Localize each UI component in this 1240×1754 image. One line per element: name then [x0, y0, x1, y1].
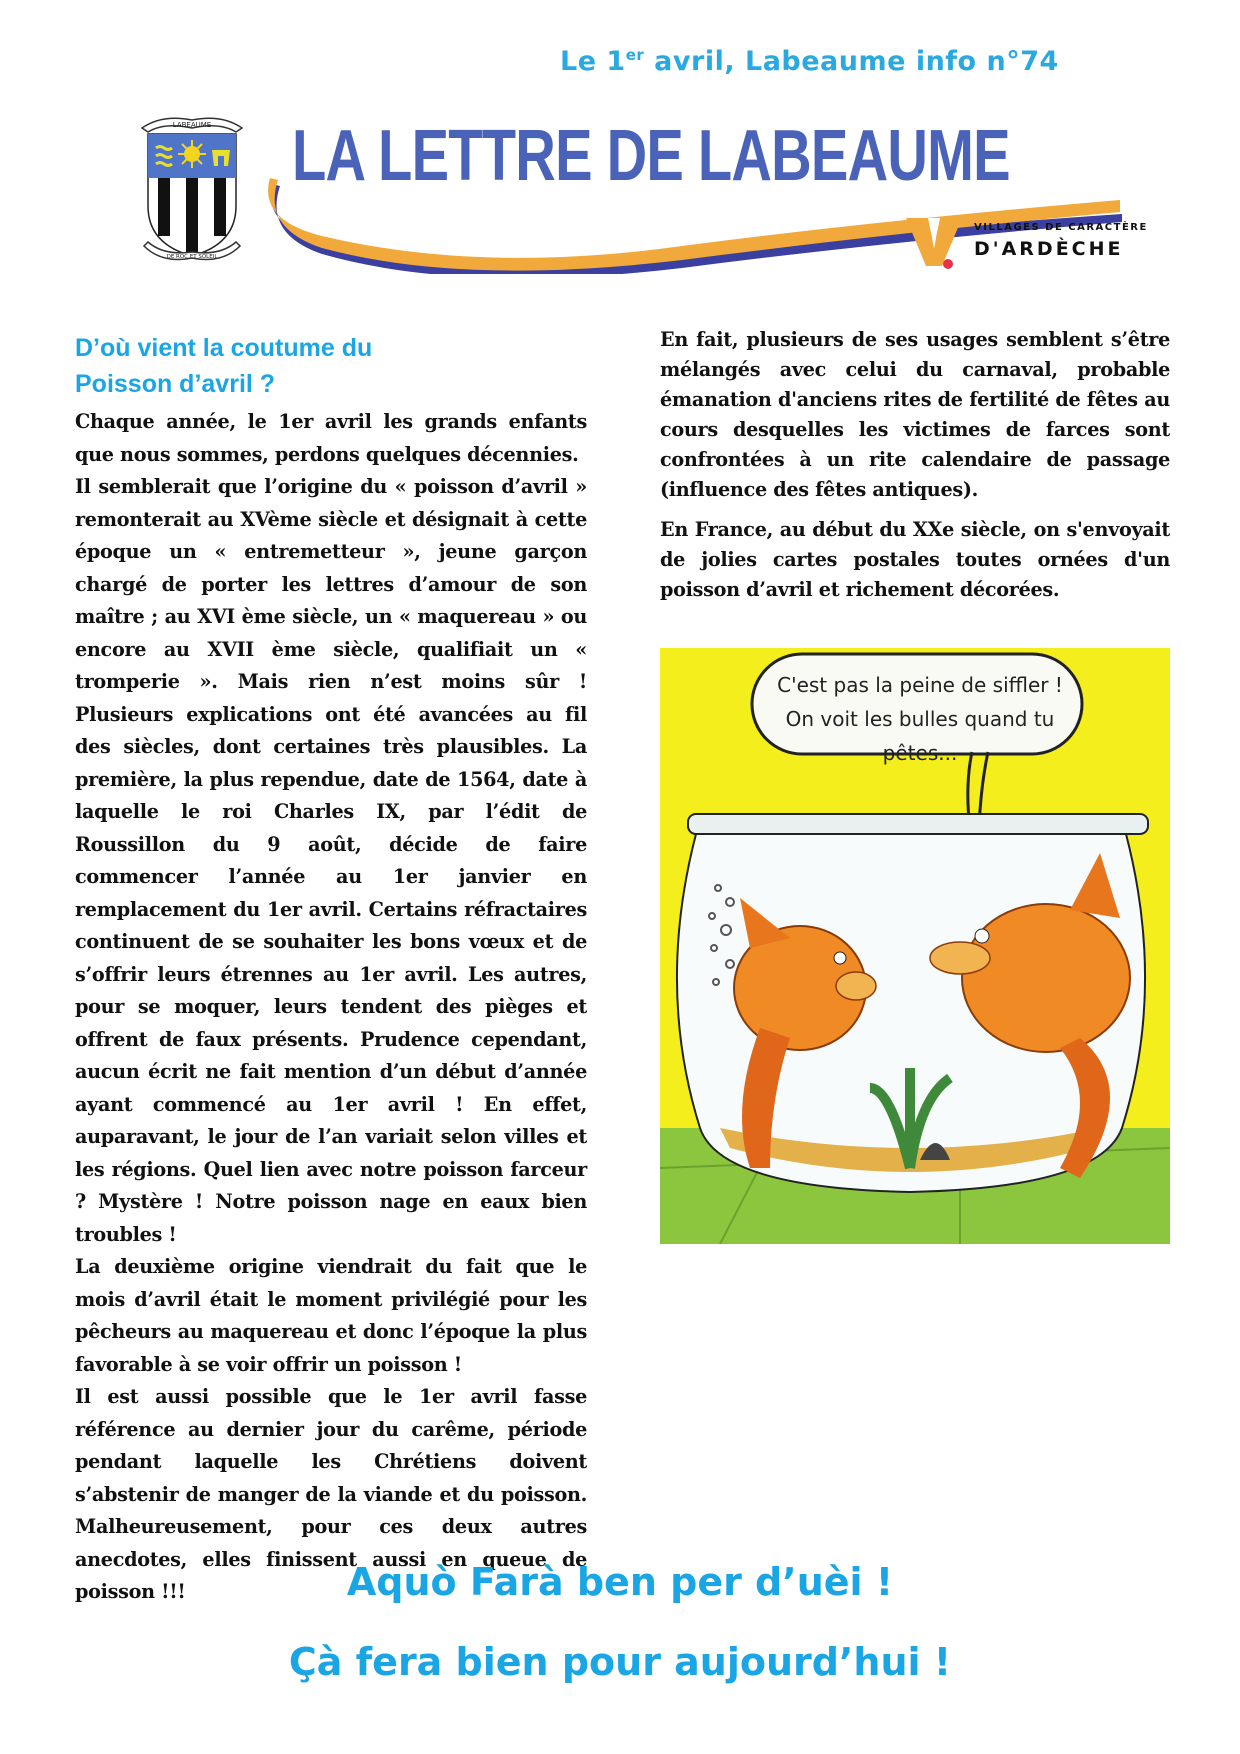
paragraph: Chaque année, le 1er avril les grands enfants que nous sommes, perdons quelques décennies. — [75, 410, 587, 466]
paragraph: Il semblerait que l’origine du « poisson d’avril » remonterait au XVème siècle et désignait à cette époque un « entremetteur », jeune garçon chargé de porter les lettres d’amour de son maître ; au XVI ème siècle, un « maquereau » ou encore au XVII ème siècle, qualifiait un « tromperie ». Mais rien n’est moins sûr ! Plusieurs explications ont été avancées au fil des siècles, dont certaines très plausibles. La première, la plus rependue, date de 1564, date à laquelle le roi Charles IX, par l’édit de Roussillon du 9 août, décide de faire commencer l’année au 1er janvier en remplacement du 1er avril. Certains réfractaires continuent de se souhaiter les bons vœux et de s’offrir leurs étrennes au 1er avril. Les autres, pour se moquer, leurs tendent des pièges et offrent de faux présents. Prudence cependant, aucun écrit ne fait mention d’un début d’année ayant commencé au 1er avril ! En effet, auparavant, le jour de l’an variait selon villes et les régions. Quel lien avec notre poisson farceur ? Mystère ! Notre poisson nage en eaux bien troubles ! — [75, 475, 587, 1246]
paragraph: La deuxième origine viendrait du fait que le mois d’avril était le moment privilégié pour les pêcheurs au maquereau et donc l’époque la plus favorable à se voir offrir un poisson ! — [75, 1255, 587, 1376]
masthead-banner — [122, 104, 1148, 276]
paragraph: En France, au début du XXe siècle, on s'envoyait de jolies cartes postales toutes ornées d'un poisson d’avril et richement décorées. — [660, 518, 1170, 601]
article-left-column — [75, 330, 587, 1609]
issue-suffix: avril, Labeaume info n°74 — [644, 46, 1059, 77]
bubble-line2: On voit les bulles quand tu pêtes... — [785, 707, 1055, 765]
slogan-occitan: Aquò Farà ben per d’uèi ! — [346, 1560, 894, 1604]
villages-v-logo-icon — [902, 214, 966, 270]
issue-prefix: Le 1 — [560, 46, 626, 77]
labeaume-crest-icon — [132, 106, 252, 266]
issue-sup: er — [625, 46, 645, 64]
article-right-column — [660, 325, 1170, 615]
article-title-line2: Poisson d’avril ? — [75, 370, 276, 398]
slogan-french: Çà fera bien pour aujourd’hui ! — [288, 1640, 952, 1684]
crest-top-banner: LABEAUME — [172, 121, 212, 129]
masthead-title: LA LETTRE DE LABEAUME — [292, 116, 1010, 196]
article-title — [75, 330, 587, 402]
crest-bottom-banner: DE ROC ET SOLEIL — [166, 254, 218, 260]
article-title-line1: D’où vient la coutume du — [75, 334, 373, 362]
goldfish-cartoon — [660, 648, 1170, 1244]
paragraph: Il est aussi possible que le 1er avril fasse référence au dernier jour du carême, période pendant laquelle les Chrétiens doivent s’abstenir de manger de la viande et du poisson. Malheureusement, pour ces deux autres anecdotes, elles finissent aussi en queue de poisson !!! — [75, 1385, 587, 1603]
partner-logo — [902, 214, 1148, 274]
partner-line1: VILLAGES DE CARACTÈRE — [974, 222, 1148, 233]
partner-line2: D'ARDÈCHE — [974, 238, 1124, 260]
speech-bubble — [770, 668, 1070, 770]
paragraph: En fait, plusieurs de ses usages semblent s’être mélangés avec celui du carnaval, probable émanation d'anciens rites de fertilité de fêtes au cours desquelles les victimes de farces sont confrontées à un rite calendaire de passage (influence des fêtes antiques). — [660, 328, 1170, 501]
bubble-line1: C'est pas la peine de siffler ! — [777, 673, 1063, 697]
issue-line — [560, 46, 1059, 77]
